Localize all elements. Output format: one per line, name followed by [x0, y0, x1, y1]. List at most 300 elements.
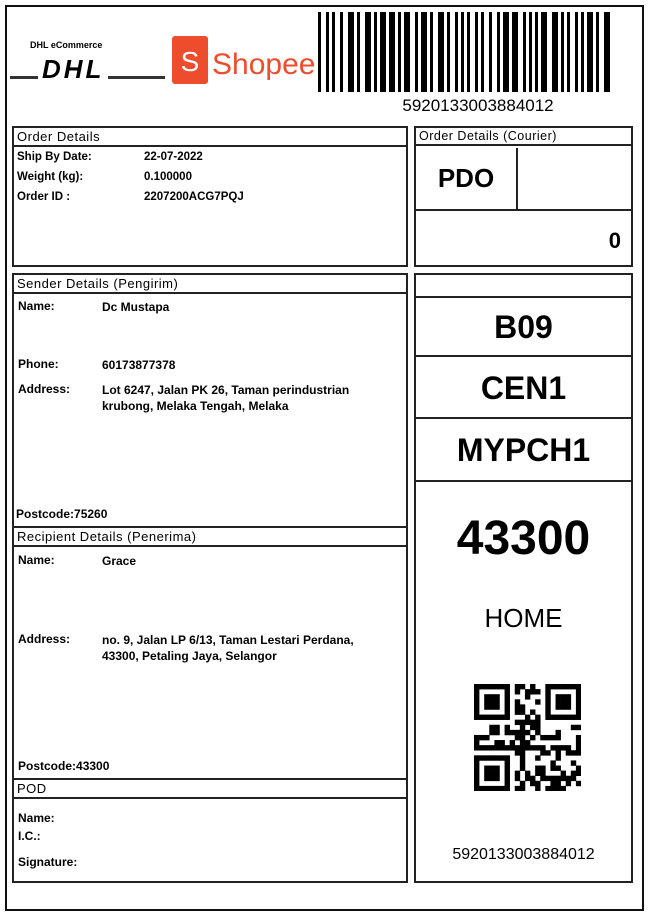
qr-module — [494, 730, 499, 735]
qr-module — [540, 750, 545, 755]
recipient-name: Grace — [102, 554, 137, 568]
qr-module — [525, 715, 530, 720]
barcode-bar — [365, 12, 371, 92]
qr-module — [576, 715, 581, 720]
qr-module — [550, 715, 555, 720]
qr-module — [494, 786, 499, 791]
qr-module — [474, 771, 479, 776]
barcode-bar — [326, 12, 329, 92]
qr-module — [499, 755, 504, 760]
qr-module — [545, 704, 550, 709]
barcode-bar — [380, 12, 386, 92]
qr-module — [499, 745, 504, 750]
qr-module — [576, 689, 581, 694]
qr-module — [489, 704, 494, 709]
qr-module — [489, 684, 494, 689]
qr-module — [489, 730, 494, 735]
qr-module — [561, 715, 566, 720]
qr-module — [540, 766, 545, 771]
qr-module — [494, 755, 499, 760]
qr-module — [515, 750, 520, 755]
qr-module — [520, 760, 525, 765]
order-details-box — [12, 126, 408, 267]
qr-module — [505, 760, 510, 765]
qr-module — [550, 766, 555, 771]
qr-module — [530, 684, 535, 689]
qr-module — [479, 755, 484, 760]
qr-module — [484, 755, 489, 760]
qr-module — [515, 735, 520, 740]
shopee-logo-text: Shopee — [212, 48, 316, 81]
qr-module — [474, 781, 479, 786]
qr-module — [550, 781, 555, 786]
qr-module — [556, 715, 561, 720]
qr-module — [505, 755, 510, 760]
qr-module — [520, 720, 525, 725]
qr-module — [479, 745, 484, 750]
barcode-bar — [357, 12, 360, 92]
qr-module — [571, 725, 576, 730]
courier-title: Order Details (Courier) — [416, 128, 631, 146]
qr-module — [484, 766, 489, 771]
qr-module — [545, 689, 550, 694]
qr-module — [494, 725, 499, 730]
barcode-bar — [604, 12, 610, 92]
qr-module — [530, 745, 535, 750]
qr-module — [474, 684, 479, 689]
qr-module — [474, 715, 479, 720]
qr-module — [571, 684, 576, 689]
weight-label: Weight (kg): — [17, 171, 84, 183]
qr-module — [474, 709, 479, 714]
qr-module — [505, 745, 510, 750]
barcode-bar — [332, 12, 335, 92]
qr-module — [520, 750, 525, 755]
qr-module — [556, 735, 561, 740]
qr-module — [576, 709, 581, 714]
qr-module — [515, 786, 520, 791]
address-column — [12, 273, 408, 883]
qr-module — [545, 750, 550, 755]
qr-module — [576, 750, 581, 755]
qr-module — [505, 699, 510, 704]
qr-module — [535, 786, 540, 791]
qr-code — [474, 684, 581, 791]
qr-module — [550, 786, 555, 791]
qr-module — [499, 786, 504, 791]
qr-module — [545, 786, 550, 791]
delivery-type: HOME — [484, 603, 563, 633]
qr-module — [484, 786, 489, 791]
barcode-bar — [512, 12, 518, 92]
routing-column — [414, 273, 633, 883]
qr-module — [556, 750, 561, 755]
qr-module — [510, 740, 515, 745]
qr-module — [535, 689, 540, 694]
qr-module — [505, 776, 510, 781]
qr-module — [515, 709, 520, 714]
qr-module — [525, 730, 530, 735]
qr-module — [505, 715, 510, 720]
recipient-name-row: Name: Grace — [18, 553, 98, 567]
barcode-bar — [489, 12, 492, 92]
qr-module — [540, 776, 545, 781]
qr-module — [535, 730, 540, 735]
qr-module — [474, 704, 479, 709]
qr-module — [525, 720, 530, 725]
qr-module — [474, 699, 479, 704]
qr-module — [494, 745, 499, 750]
qr-module — [489, 766, 494, 771]
qr-module — [576, 745, 581, 750]
qr-module — [566, 684, 571, 689]
sender-address-row: Address: Lot 6247, Jalan PK 26, Taman perindustrian krubong, Melaka Tengah, Melaka — [18, 382, 98, 396]
qr-module — [494, 771, 499, 776]
sender-phone-row: Phone: 60173877378 — [18, 357, 98, 371]
barcode-bar — [561, 12, 564, 92]
qr-module — [550, 735, 555, 740]
qr-module — [505, 781, 510, 786]
qr-module — [525, 694, 530, 699]
qr-module — [545, 694, 550, 699]
barcode-bar — [552, 12, 558, 92]
qr-module — [494, 766, 499, 771]
qr-module — [545, 715, 550, 720]
qr-module — [556, 730, 561, 735]
qr-module — [556, 694, 561, 699]
weight-value: 0.100000 — [144, 171, 192, 183]
barcode-bar — [447, 12, 450, 92]
qr-module — [561, 776, 566, 781]
qr-module — [474, 760, 479, 765]
qr-module — [474, 776, 479, 781]
qr-module — [520, 704, 525, 709]
barcode-bar — [535, 12, 538, 92]
qr-module — [474, 740, 479, 745]
qr-module — [520, 735, 525, 740]
qr-module — [576, 781, 581, 786]
recipient-address-row: Address: no. 9, Jalan LP 6/13, Taman Lestari Perdana, 43300, Petaling Jaya, Selangor — [18, 632, 98, 646]
barcode-bar — [541, 12, 547, 92]
barcode-bar — [567, 12, 570, 92]
qr-module — [489, 786, 494, 791]
qr-module — [566, 694, 571, 699]
barcode-bar — [389, 12, 395, 92]
qr-module — [535, 745, 540, 750]
qr-module — [566, 776, 571, 781]
sender-postcode-row: Postcode:75260 — [16, 507, 108, 521]
qr-module — [515, 684, 520, 689]
recipient-title: Recipient Details (Penerima) — [14, 526, 406, 547]
qr-module — [561, 786, 566, 791]
barcode-bar — [455, 12, 458, 92]
qr-module — [520, 781, 525, 786]
qr-module — [499, 684, 504, 689]
barcode-bar — [587, 12, 593, 92]
qr-module — [489, 776, 494, 781]
qr-module — [484, 771, 489, 776]
qr-module — [489, 694, 494, 699]
barcode-bar — [523, 12, 526, 92]
qr-module — [515, 699, 520, 704]
qr-module — [510, 745, 515, 750]
barcode-bar — [596, 12, 599, 92]
qr-module — [520, 740, 525, 745]
qr-module — [566, 781, 571, 786]
qr-module — [530, 709, 535, 714]
qr-module — [530, 735, 535, 740]
qr-module — [571, 750, 576, 755]
routing-tracking-number: 5920133003884012 — [452, 846, 595, 863]
qr-module — [556, 704, 561, 709]
qr-module — [505, 684, 510, 689]
barcode-bar — [529, 12, 532, 92]
barcode-bar — [404, 12, 410, 92]
qr-module — [494, 715, 499, 720]
qr-module — [489, 699, 494, 704]
qr-module — [535, 781, 540, 786]
qr-module — [484, 735, 489, 740]
qr-module — [535, 715, 540, 720]
qr-module — [505, 725, 510, 730]
qr-module — [489, 725, 494, 730]
qr-module — [561, 704, 566, 709]
qr-module — [520, 709, 525, 714]
qr-module — [515, 771, 520, 776]
qr-module — [566, 750, 571, 755]
barcode-bar — [398, 12, 401, 92]
qr-module — [535, 771, 540, 776]
qr-module — [499, 740, 504, 745]
qr-module — [535, 725, 540, 730]
qr-module — [530, 781, 535, 786]
qr-module — [520, 725, 525, 730]
sort-code: B09 — [416, 298, 631, 357]
qr-module — [474, 694, 479, 699]
qr-module — [561, 771, 566, 776]
qr-module — [494, 740, 499, 745]
barcode-bar — [318, 12, 321, 92]
qr-module — [576, 740, 581, 745]
qr-module — [505, 766, 510, 771]
hub-code: CEN1 — [416, 357, 631, 419]
qr-module — [525, 740, 530, 745]
qr-module — [530, 776, 535, 781]
qr-module — [520, 684, 525, 689]
qr-module — [545, 735, 550, 740]
dhl-logo: DHL — [10, 54, 165, 84]
barcode-bar — [481, 12, 484, 92]
tracking-barcode — [318, 12, 612, 92]
qr-module — [494, 704, 499, 709]
qr-module — [535, 720, 540, 725]
dhl-ecommerce-text: DHL eCommerce — [30, 40, 103, 50]
qr-module — [494, 684, 499, 689]
barcode-bar — [497, 12, 500, 92]
qr-module — [489, 715, 494, 720]
qr-module — [545, 699, 550, 704]
qr-module — [561, 694, 566, 699]
qr-module — [550, 760, 555, 765]
qr-module — [484, 704, 489, 709]
barcode-bar — [467, 12, 470, 92]
qr-module — [474, 689, 479, 694]
qr-module — [550, 684, 555, 689]
recipient-postcode: 43300 — [76, 759, 110, 773]
tracking-number: 5920133003884012 — [402, 96, 554, 115]
qr-module — [520, 745, 525, 750]
qr-module — [545, 776, 550, 781]
barcode-bar — [461, 12, 464, 92]
qr-module — [484, 715, 489, 720]
qr-module — [530, 689, 535, 694]
pod-name-label: Name: — [18, 811, 55, 825]
qr-module — [550, 776, 555, 781]
qr-module — [556, 776, 561, 781]
qr-module — [571, 776, 576, 781]
barcode-bar — [581, 12, 584, 92]
qr-module — [474, 745, 479, 750]
qr-module — [510, 730, 515, 735]
barcode-bar — [503, 12, 509, 92]
station-code: MYPCH1 — [416, 419, 631, 482]
qr-module — [566, 704, 571, 709]
qr-module — [505, 689, 510, 694]
qr-module — [545, 684, 550, 689]
qr-module — [520, 730, 525, 735]
qr-module — [530, 720, 535, 725]
qr-module — [499, 715, 504, 720]
courier-box — [414, 126, 633, 267]
recipient-postcode-row: Postcode:43300 — [18, 759, 110, 773]
qr-module — [576, 771, 581, 776]
sender-address: Lot 6247, Jalan PK 26, Taman perindustrian krubong, Melaka Tengah, Melaka — [102, 383, 350, 413]
qr-module — [479, 786, 484, 791]
sender-name: Dc Mustapa — [102, 300, 170, 314]
qr-module — [505, 786, 510, 791]
qr-module — [535, 699, 540, 704]
qr-module — [556, 745, 561, 750]
qr-module — [484, 684, 489, 689]
barcode-bar — [340, 12, 343, 92]
barcode-bar — [575, 12, 578, 92]
qr-module — [484, 694, 489, 699]
qr-module — [576, 704, 581, 709]
qr-module — [550, 745, 555, 750]
qr-module — [556, 699, 561, 704]
qr-module — [561, 745, 566, 750]
qr-module — [566, 715, 571, 720]
qr-module — [515, 745, 520, 750]
qr-module — [571, 715, 576, 720]
qr-module — [520, 766, 525, 771]
barcode-bar — [438, 12, 444, 92]
qr-module — [525, 771, 530, 776]
qr-module — [535, 755, 540, 760]
qr-module — [576, 725, 581, 730]
qr-module — [474, 735, 479, 740]
qr-module — [556, 684, 561, 689]
qr-module — [545, 709, 550, 714]
qr-module — [489, 745, 494, 750]
qr-module — [571, 771, 576, 776]
qr-module — [556, 781, 561, 786]
qr-module — [556, 766, 561, 771]
sender-phone: 60173877378 — [102, 358, 176, 372]
qr-module — [540, 735, 545, 740]
barcode-bar — [374, 12, 377, 92]
qr-module — [520, 755, 525, 760]
qr-module — [535, 766, 540, 771]
pod-signature-label: Signature: — [18, 855, 78, 869]
order-details-title: Order Details — [14, 128, 406, 147]
qr-module — [474, 786, 479, 791]
recipient-address: no. 9, Jalan LP 6/13, Taman Lestari Perdana, 43300, Petaling Jaya, Selangor — [102, 633, 354, 663]
qr-module — [561, 699, 566, 704]
qr-module — [484, 776, 489, 781]
ship-by-date: 22-07-2022 — [144, 151, 203, 163]
qr-module — [505, 709, 510, 714]
shopee-bag-icon: S — [172, 36, 208, 84]
qr-module — [505, 730, 510, 735]
qr-module — [525, 745, 530, 750]
qr-module — [479, 684, 484, 689]
qr-module — [494, 776, 499, 781]
barcode-bar — [421, 12, 427, 92]
qr-module — [489, 771, 494, 776]
qr-module — [489, 755, 494, 760]
qr-module — [515, 704, 520, 709]
qr-module — [474, 766, 479, 771]
qr-module — [494, 694, 499, 699]
qr-module — [515, 720, 520, 725]
qr-module — [515, 730, 520, 735]
order-id: 2207200ACG7PQJ — [144, 191, 244, 203]
barcode-bar — [348, 12, 354, 92]
sender-postcode: 75260 — [74, 507, 108, 521]
qr-module — [576, 735, 581, 740]
qr-module — [484, 699, 489, 704]
qr-module — [571, 760, 576, 765]
barcode-bar — [430, 12, 433, 92]
qr-module — [561, 684, 566, 689]
qr-module — [566, 699, 571, 704]
qr-module — [474, 755, 479, 760]
qr-module — [494, 699, 499, 704]
qr-module — [556, 786, 561, 791]
qr-module — [479, 715, 484, 720]
ship-by-label: Ship By Date: — [17, 151, 92, 163]
qr-module — [515, 689, 520, 694]
qr-module — [479, 735, 484, 740]
courier-count: 0 — [608, 228, 621, 253]
qr-module — [576, 694, 581, 699]
qr-module — [515, 776, 520, 781]
qr-module — [566, 745, 571, 750]
pod-title: POD — [14, 778, 406, 799]
barcode-bar — [415, 12, 418, 92]
qr-module — [540, 771, 545, 776]
order-id-label: Order ID : — [17, 191, 71, 203]
barcode-bar — [475, 12, 478, 92]
qr-module — [525, 776, 530, 781]
sender-name-row: Name: Dc Mustapa — [18, 299, 98, 313]
qr-module — [525, 689, 530, 694]
qr-module — [576, 684, 581, 689]
qr-module — [520, 786, 525, 791]
courier-code: PDO — [416, 148, 518, 211]
qr-module — [576, 766, 581, 771]
